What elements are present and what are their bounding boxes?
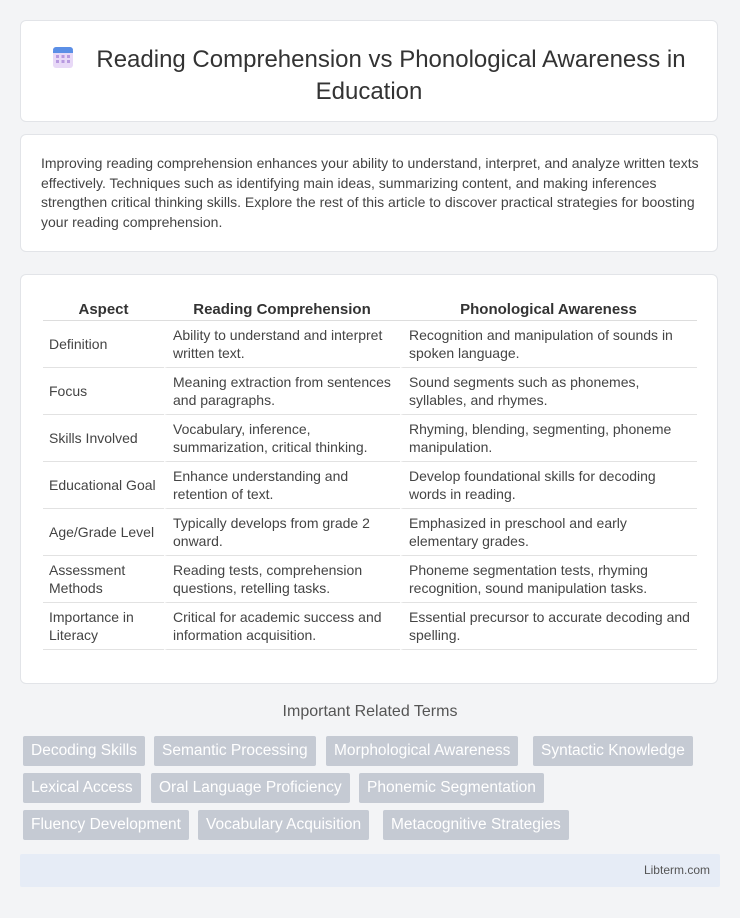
title-line-2: Education: [315, 78, 423, 105]
cell-aspect: Educational Goal: [43, 462, 164, 509]
title-line-1: Reading Comprehension vs Phonological Awareness in: [96, 46, 686, 73]
cell-phonological: Phoneme segmentation tests, rhyming recognition, sound manipulation tasks.: [400, 556, 697, 603]
cell-phonological: Recognition and manipulation of sounds in spoken language.: [400, 321, 697, 368]
cell-reading: Vocabulary, inference, summarization, critical thinking.: [164, 415, 400, 462]
tag-vocabulary-acquisition[interactable]: Vocabulary Acquisition: [198, 810, 369, 840]
tag-decoding-skills[interactable]: Decoding Skills: [23, 736, 145, 766]
footer: [20, 854, 720, 887]
tag-metacognitive-strategies[interactable]: Metacognitive Strategies: [383, 810, 569, 840]
tag-syntactic-knowledge[interactable]: Syntactic Knowledge: [533, 736, 693, 766]
comparison-table: [43, 296, 697, 650]
cell-phonological: Rhyming, blending, segmenting, phoneme manipulation.: [400, 415, 697, 462]
cell-aspect: Definition: [43, 321, 164, 368]
table-row: [43, 368, 697, 415]
header-reading-comprehension: Reading Comprehension: [164, 296, 400, 321]
table-row: [43, 462, 697, 509]
page-title: [21, 45, 717, 107]
cell-aspect: Focus: [43, 368, 164, 415]
header-card: [20, 20, 718, 122]
cell-reading: Reading tests, comprehension questions, retelling tasks.: [164, 556, 400, 603]
cell-reading: Critical for academic success and information acquisition.: [164, 603, 400, 650]
tag-oral-language-proficiency[interactable]: Oral Language Proficiency: [151, 773, 350, 803]
cell-reading: Meaning extraction from sentences and paragraphs.: [164, 368, 400, 415]
footer-brand[interactable]: Libterm.com: [643, 863, 710, 877]
tag-morphological-awareness[interactable]: Morphological Awareness: [326, 736, 518, 766]
cell-phonological: Emphasized in preschool and early elementary grades.: [400, 509, 697, 556]
cell-aspect: Importance in Literacy: [43, 603, 164, 650]
table-header-row: [43, 296, 697, 321]
intro-text: Improving reading comprehension enhances your ability to understand, interpret, and analyze written texts effectively. Techniques such as identifying main ideas, summarizing content, and making inferences strengthen critical thinking skills. Explore the rest of this article to discover practical strategies for boosting your reading comprehension.: [41, 155, 699, 230]
table-row: [43, 509, 697, 556]
cell-aspect: Assessment Methods: [43, 556, 164, 603]
cell-phonological: Essential precursor to accurate decoding and spelling.: [400, 603, 697, 650]
tag-lexical-access[interactable]: Lexical Access: [23, 773, 141, 803]
header-phonological-awareness: Phonological Awareness: [400, 296, 697, 321]
cell-reading: Enhance understanding and retention of text.: [164, 462, 400, 509]
table-row: [43, 603, 697, 650]
related-terms-title: Important Related Terms: [282, 703, 458, 720]
header-aspect: Aspect: [43, 296, 164, 321]
cell-aspect: Skills Involved: [43, 415, 164, 462]
tag-phonemic-segmentation[interactable]: Phonemic Segmentation: [359, 773, 544, 803]
table-row: [43, 556, 697, 603]
table-row: [43, 415, 697, 462]
tag-fluency-development[interactable]: Fluency Development: [23, 810, 189, 840]
intro-card: [20, 134, 718, 252]
table-row: [43, 321, 697, 368]
cell-phonological: Sound segments such as phonemes, syllables, and rhymes.: [400, 368, 697, 415]
tag-semantic-processing[interactable]: Semantic Processing: [154, 736, 316, 766]
cell-reading: Ability to understand and interpret written text.: [164, 321, 400, 368]
calendar-icon: [52, 45, 74, 77]
cell-phonological: Develop foundational skills for decoding words in reading.: [400, 462, 697, 509]
cell-aspect: Age/Grade Level: [43, 509, 164, 556]
comparison-card: [20, 274, 718, 684]
cell-reading: Typically develops from grade 2 onward.: [164, 509, 400, 556]
